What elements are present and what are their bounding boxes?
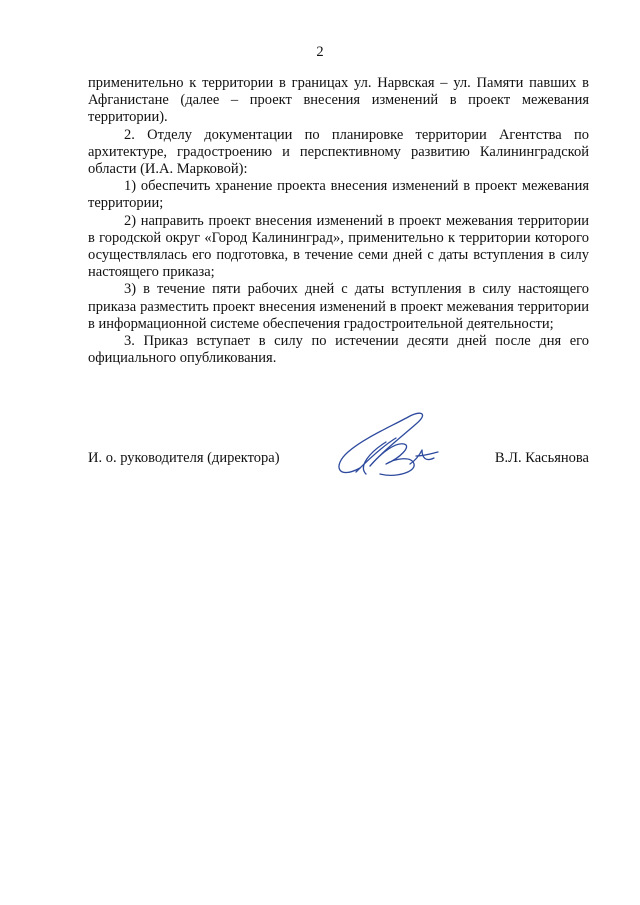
signer-title: И. о. руководителя (директора) bbox=[88, 450, 280, 466]
page-number: 2 bbox=[316, 44, 324, 60]
paragraph-continuation: применительно к территории в границах ул. Нарвская – ул. Памяти павших в Афганистане (далее – проект внесения изменений в проект межевания территории). bbox=[88, 75, 589, 126]
paragraph-subitem-2: 2) направить проект внесения изменений в проект межевания территории в городской округ «Город Калининград», применительно к территории которого осуществлялась его подготовка, в течение семи дней с даты вступления в силу настоящего приказа; bbox=[88, 212, 589, 281]
paragraph-item-3: 3. Приказ вступает в силу по истечении десяти дней после дня его официального опубликования. bbox=[88, 333, 589, 367]
signer-name: В.Л. Касьянова bbox=[494, 450, 589, 466]
paragraph-item-2: 2. Отделу документации по планировке территории Агентства по архитектуре, градостроению и перспективному развитию Калининградской области (И.А. Марковой): bbox=[88, 126, 589, 178]
paragraph-subitem-1: 1) обеспечить хранение проекта внесения изменений в проект межевания территории; bbox=[88, 178, 589, 212]
handwritten-signature bbox=[330, 408, 440, 488]
paragraph-subitem-3: 3) в течение пяти рабочих дней с даты вступления в силу настоящего приказа разместить проект внесения изменений в проект межевания территории в информационной системе обеспечения градостроительной деятельности; bbox=[88, 281, 589, 332]
document-body bbox=[88, 75, 589, 367]
